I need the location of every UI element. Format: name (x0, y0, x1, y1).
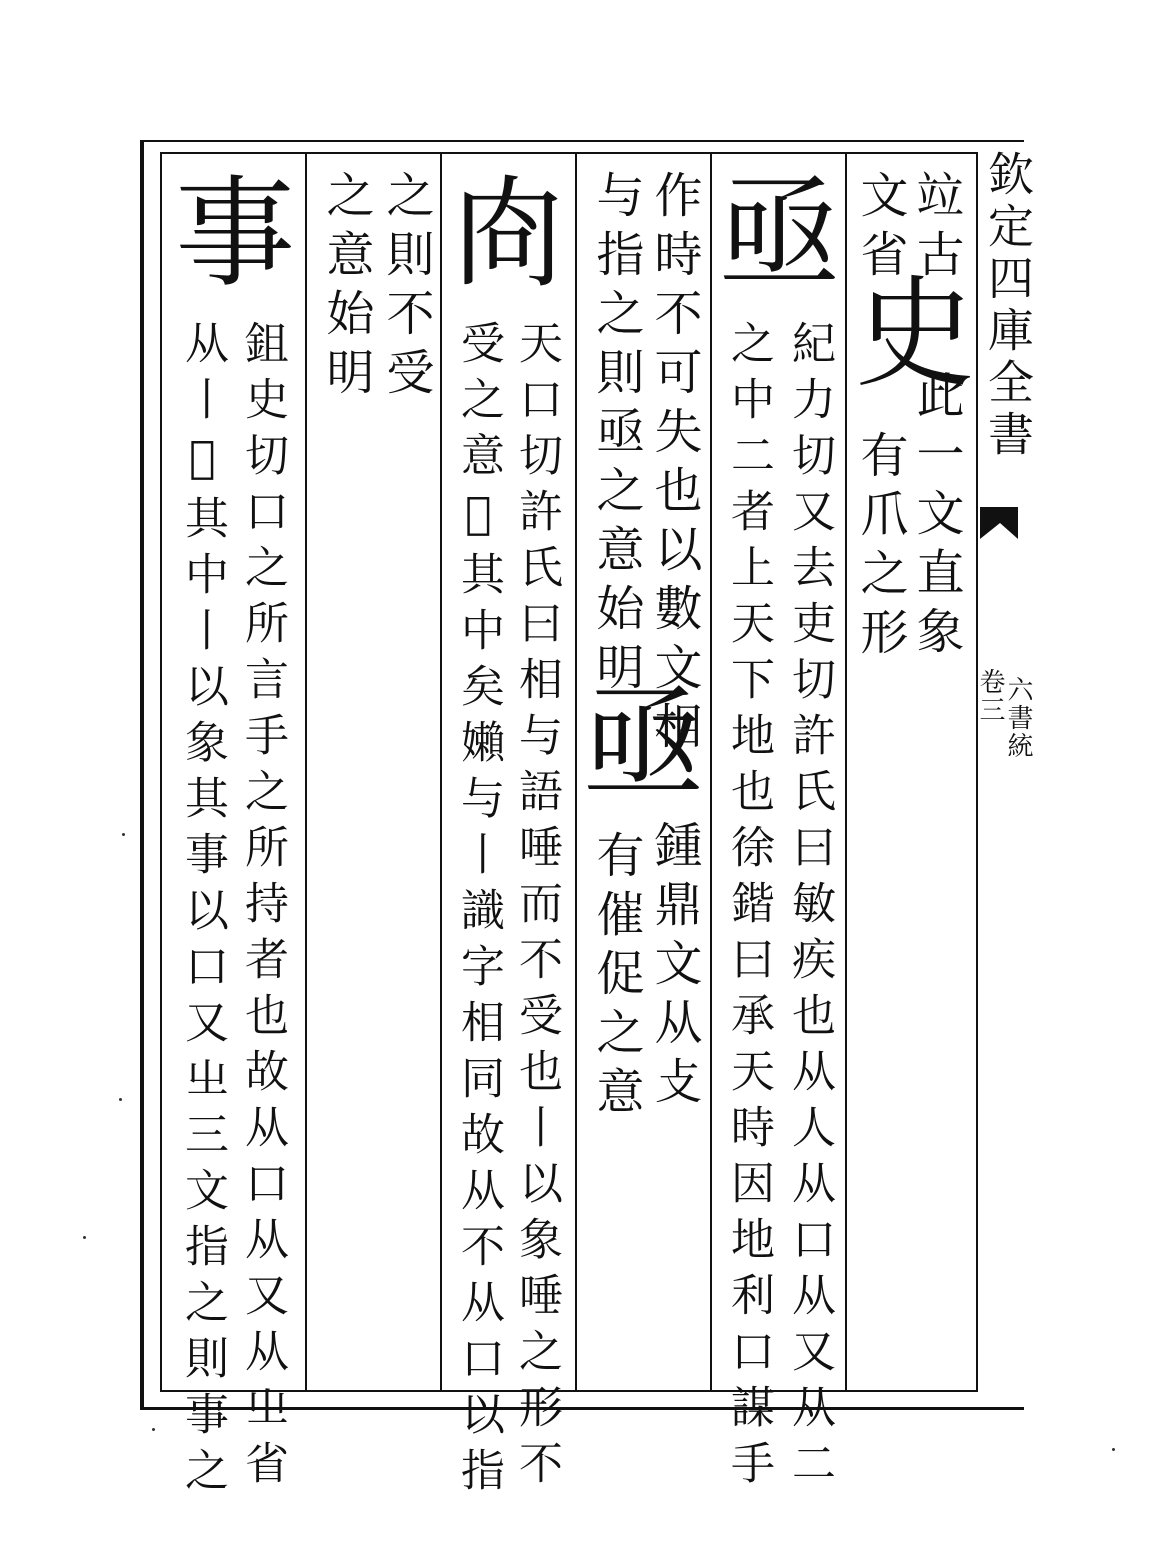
text-column: 之則不受 (378, 170, 434, 406)
scan-speck (119, 1098, 122, 1101)
book-title-margin: 欽定四庫全書 (981, 150, 1035, 462)
text-column: 之中二者上天下地也徐鍇曰承天時因地利口謀手 (723, 320, 774, 1496)
seal-character: 史 (855, 265, 975, 404)
column-rule (845, 152, 847, 1392)
text-column: 紀力切又去吏切許氏曰敏疾也从人从口从又从二 (784, 320, 835, 1496)
text-column: 有爪之形 (852, 430, 908, 666)
text-column: 受之意𡉉其中矣嬾与丨識字相同故从不从口以指 (453, 320, 504, 1503)
scan-speck (83, 1236, 86, 1239)
text-column: 与指之則亟之意始明 (588, 170, 644, 701)
seal-character: 事 (175, 165, 295, 304)
seal-character: 亟 (719, 165, 839, 304)
scan-speck (152, 1428, 155, 1431)
scan-speck (122, 833, 125, 836)
column-rule (305, 152, 307, 1392)
text-column: 之意始明 (318, 170, 374, 406)
text-column: 天口切許氏曰相与語唾而不受也丨以象唾之形不 (511, 320, 562, 1496)
scan-speck (1112, 1448, 1115, 1451)
column-rule (575, 152, 577, 1392)
juan-number: 卷三 (975, 668, 1005, 724)
column-rule (710, 152, 712, 1392)
text-column: 竝古 (908, 170, 964, 288)
text-column: 文省 (852, 170, 908, 288)
text-column: 作時不可失也以數文相 (646, 170, 702, 760)
text-column: 从丨𡉉其中丨以象其事以口又㞢三文指之則事之 (177, 320, 228, 1503)
text-column: 此一文直象 (908, 370, 964, 665)
fish-tail-ornament-icon (978, 505, 1020, 541)
seal-character: 亟 (583, 675, 703, 814)
book-short-title: 六書統 (1003, 676, 1033, 760)
text-column: 鍾鼎文从攴 (646, 820, 702, 1115)
text-column: 有催促之意 (588, 830, 644, 1125)
seal-character: 㕯 (448, 165, 568, 304)
text-column: 鉏史切口之所言手之所持者也故从口从又从㞢省 (237, 320, 288, 1496)
column-rule (440, 152, 442, 1392)
